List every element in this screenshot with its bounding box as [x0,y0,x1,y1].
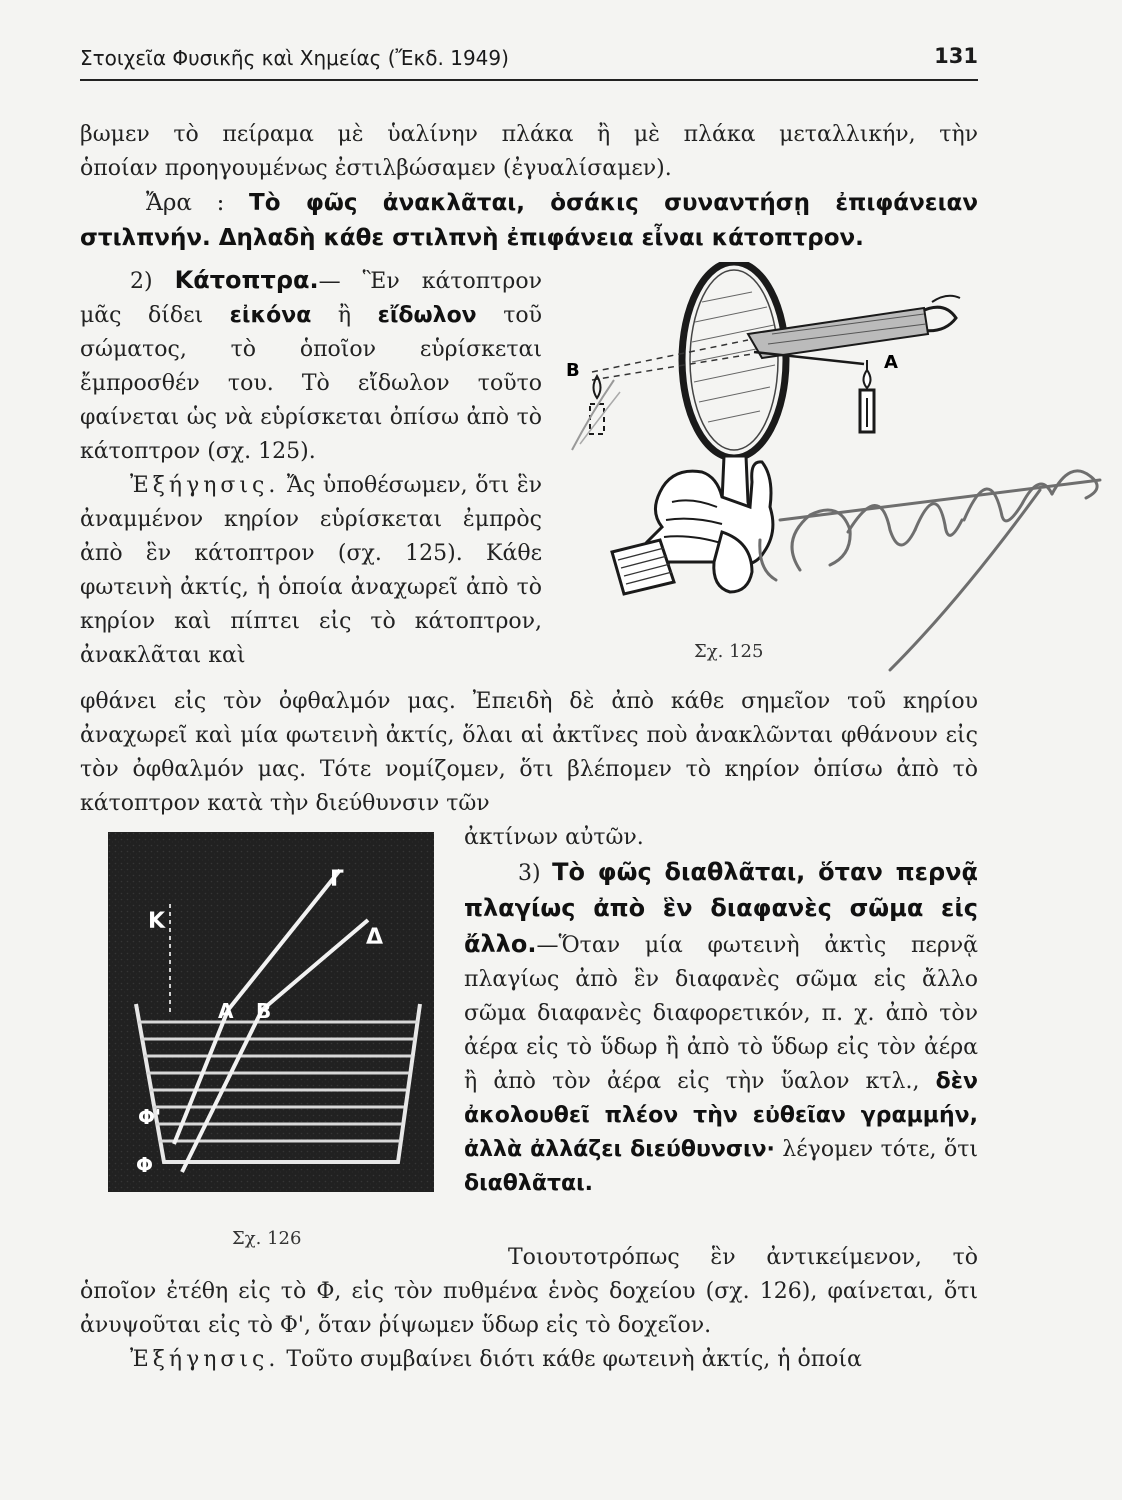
paragraph-continuation [80,118,978,186]
text: λέγομεν τότε, ὅτι [782,1137,978,1162]
bold-term-diathlatai: διαθλᾶται. [464,1171,594,1196]
paragraph-rule [80,186,978,256]
header-rule [80,79,978,81]
explanation-label: Ἐξήγησις. [130,1347,280,1372]
header-title: Στοιχεῖα Φυσικῆς καὶ Χημείας (Ἔκδ. 1949) [80,46,509,70]
text: Ὅταν μία φωτεινὴ ἀκτὶς περνᾷ πλαγίως ἀπὸ ἓν διαφανὲς σῶμα εἰς ἄλλο σῶμα διαφανὲς διαφορετικόν, π. χ. ἀπὸ τὸν ἀέρα εἰς τὸ ὕδωρ ἢ ἀπὸ τὸ ὕδωρ εἰς τὸν ἀέρα ἢ ἀπὸ τὸν ἀέρα εἰς τὴν ὕαλον κτλ., [464,933,978,1094]
page-number: 131 [934,44,978,68]
explanation-text: Τοῦτο συμβαίνει διότι κάθε φωτεινὴ ἀκτίς, ἡ ὁποία [286,1347,862,1372]
figure-125-caption: Σχ. 125 [694,641,764,662]
section-kataptra [80,263,542,673]
rule-lead: Ἄρα : [146,190,225,216]
explanation-label: Ἐξήγησις. [130,473,280,498]
flame-real [864,370,871,388]
text: τοῦ σώματος, τὸ ὁποῖον εὑρίσκεται ἔμπροσθέν του. Τὸ εἴδωλον τοῦτο φαίνεται ὡς νὰ εὑρίσκεται ὀπίσω ἀπὸ τὸ κάτοπτρον (σχ. 125). [80,303,542,464]
label-a: Α [218,999,234,1023]
label-a: Α [884,352,898,373]
handwritten-signature [740,420,1120,690]
bold-term-eidolon: εἴδωλον [377,303,477,328]
continuation-last-line: ἀκτίνων αὐτῶν. [464,825,644,850]
section-number: 2) [130,269,153,294]
section-dash: — [536,933,559,958]
section-heading: Τὸ φῶς διαθλᾶται, ὅταν περνᾷ πλαγίως ἀπὸ ἓν διαφανὲς σῶμα εἰς ἄλλο. [464,858,978,958]
section-refraction [464,855,978,1201]
paragraph-continuation-2 [80,685,978,821]
text: Ἓν κάτοπτρον μᾶς δίδει [80,269,542,328]
continuation-text: φθάνει εἰς τὸν ὀφθαλμόν μας. Ἐπειδὴ δὲ ἀπὸ κάθε σημεῖον τοῦ κηρίου ἀναχωρεῖ καὶ μία φωτεινὴ ἀκτίς, ὅλαι αἱ ἀκτῖνες ποὺ ἀνακλῶνται φθάνουν εἰς τὸν ὀφθαλμόν μας. Τότε νομίζομεν, ὅτι βλέπομεν τὸ κηρίον ὀπίσω ἀπὸ τὸ κάτοπτρον κατὰ τὴν διεύθυνσιν τῶν [80,689,978,816]
label-f-prime: Φ' [138,1105,162,1129]
figure-126-caption: Σχ. 126 [232,1228,302,1249]
section-number: 3) [518,861,541,886]
label-g: Γ [330,867,345,892]
running-header [80,44,980,78]
paragraph-bottom [80,1241,978,1377]
paragraph-continuation-2-end [464,821,978,855]
line: βωμεν τὸ πείραμα μὲ ὑαλίνην πλάκα ἢ μὲ πλάκα μεταλλικήν, τὴν [80,122,978,147]
figure-126-refraction [108,832,434,1192]
label-f: Φ [136,1153,154,1177]
bold-text: δὲν ἀκολουθεῖ πλέον τὴν εὐθεῖαν γραμμήν, ἀλλὰ ἀλλάζει διεύθυνσιν· [464,1069,978,1162]
section-dash: — [318,269,363,294]
explanation-text: Ἄς ὑποθέσωμεν, ὅτι ἓν ἀναμμένον κηρίον εὑρίσκεται ἐμπρὸς ἀπὸ ἓν κάτοπτρον (σχ. 125). Κάθε φωτεινὴ ἀκτίς, ἡ ὁποία ἀναχωρεῖ ἀπὸ τὸ κηρίον καὶ πίπτει εἰς τὸ κάτοπτρον, ἀνακλᾶται καὶ [80,473,542,668]
incident-ray [754,352,864,364]
bottom-text: Τοιουτοτρόπως ἓν ἀντικείμενον, τὸ ὁποῖον ἐτέθη εἰς τὸ Φ, εἰς τὸν πυθμένα ἑνὸς δοχείου (σχ. 126), φαίνεται, ὅτι ἀνυψοῦται εἰς τὸ Φ', ὅταν ῥίψωμεν ὕδωρ εἰς τὸ δοχεῖον. [80,1245,978,1338]
reflected-rays [748,308,928,358]
rule-bold-text: Τὸ φῶς ἀνακλᾶται, ὁσάκις συναντήσῃ ἐπιφάνειαν στιλπνήν. Δηλαδὴ κάθε στιλπνὴ ἐπιφάνεια εἶναι κάτοπτρον. [80,190,979,251]
label-b: Β [566,360,580,381]
label-d: Δ [366,925,384,950]
bold-term-eikona: εἰκόνα [229,303,312,328]
section-heading: Κάτοπτρα. [174,266,319,294]
line: ὁποίαν προηγουμένως ἐστιλβώσαμεν (ἐγυαλίσαμεν). [80,156,672,181]
label-b: Β [256,999,272,1023]
text: ἢ [337,303,352,328]
label-k: Κ [148,909,166,934]
candle-image [590,404,604,434]
